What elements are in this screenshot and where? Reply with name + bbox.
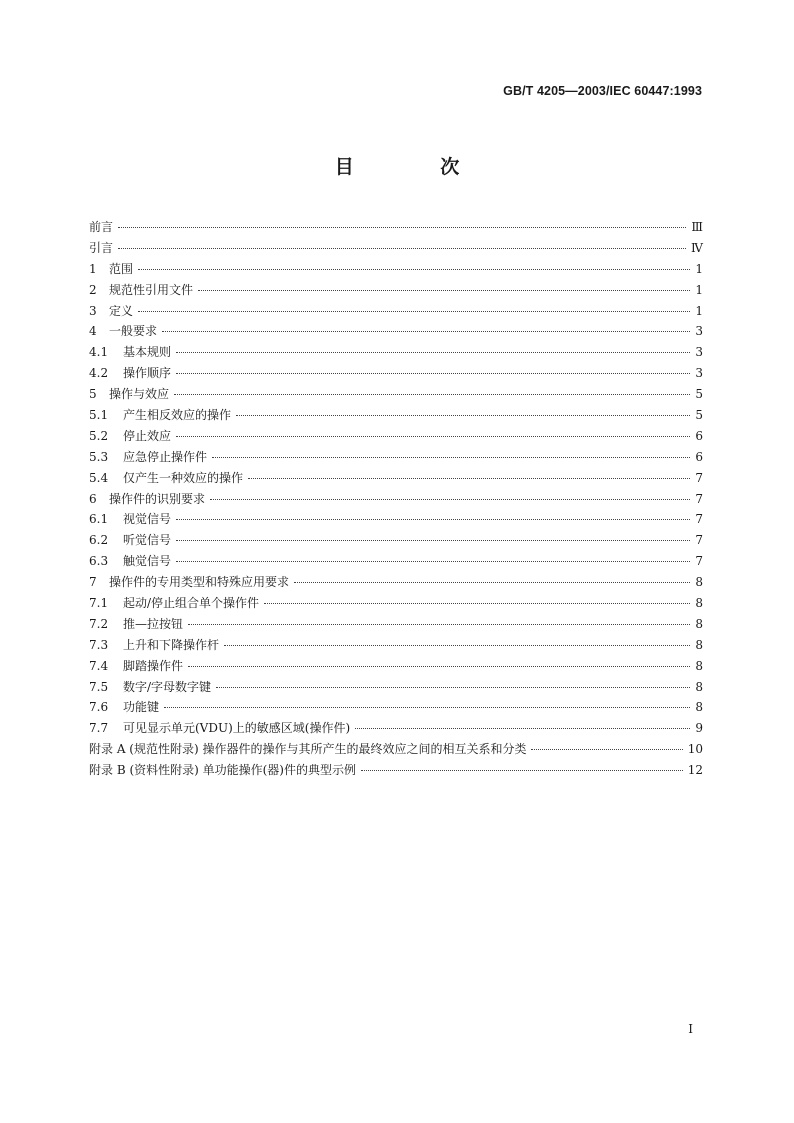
toc-entry-number: 7.2 xyxy=(89,616,109,631)
toc-entry-page: 3 xyxy=(695,345,703,360)
toc-entry-label xyxy=(89,531,171,548)
toc-entry[interactable] xyxy=(89,573,703,594)
toc-entry-label xyxy=(89,469,243,486)
toc-entry-title: 数字/字母数字键 xyxy=(123,679,212,694)
toc-entry-number: 5.1 xyxy=(89,408,109,423)
toc-entry[interactable] xyxy=(89,239,703,260)
toc-entry-number: 3 xyxy=(89,303,97,318)
toc-entry-number: 5.2 xyxy=(89,428,109,443)
toc-leader-dots xyxy=(118,227,686,228)
toc-leader-dots xyxy=(212,457,690,458)
toc-entry[interactable] xyxy=(89,636,703,657)
toc-entry-page: 1 xyxy=(695,303,703,318)
toc-entry[interactable] xyxy=(89,615,703,636)
page-title: 目 次 xyxy=(334,156,500,178)
toc-entry-title: 停止效应 xyxy=(123,428,172,443)
toc-entry-number: 4.2 xyxy=(89,366,109,381)
toc-entry-page: 6 xyxy=(695,428,703,443)
toc-leader-dots xyxy=(531,749,682,750)
toc-entry-label xyxy=(89,239,113,256)
toc-entry[interactable] xyxy=(89,657,703,678)
toc-leader-dots xyxy=(361,770,683,771)
toc-entry-label xyxy=(89,636,219,653)
toc-entry-title: 操作顺序 xyxy=(123,366,172,381)
toc-leader-dots xyxy=(294,582,690,583)
toc-entry-title: 推—拉按钮 xyxy=(123,616,184,631)
toc-leader-dots xyxy=(162,331,690,332)
toc-entry-title: 产生相反效应的操作 xyxy=(123,408,232,423)
toc-entry-label xyxy=(89,406,231,423)
toc-entry-label xyxy=(89,552,171,569)
toc-entry-number: 5 xyxy=(89,387,97,402)
toc-entry-label xyxy=(89,740,526,757)
toc-entry-page: Ⅳ xyxy=(691,240,703,255)
toc-entry[interactable] xyxy=(89,531,703,552)
toc-entry-page: 3 xyxy=(695,366,703,381)
toc-entry-label xyxy=(89,364,171,381)
toc-entry-page: 6 xyxy=(695,449,703,464)
toc-entry-page: 7 xyxy=(695,470,703,485)
toc-entry[interactable] xyxy=(89,510,703,531)
toc-entry-label xyxy=(89,302,133,319)
toc-entry[interactable] xyxy=(89,740,703,761)
toc-leader-dots xyxy=(176,561,690,562)
toc-entry-label xyxy=(89,281,193,298)
toc-leader-dots xyxy=(355,728,690,729)
toc-entry-page: 8 xyxy=(695,575,703,590)
toc-entry[interactable] xyxy=(89,218,703,239)
toc-entry-title: 定义 xyxy=(109,303,134,318)
toc-entry[interactable] xyxy=(89,594,703,615)
toc-entry-title: 基本规则 xyxy=(123,345,172,360)
table-of-contents xyxy=(89,218,703,782)
toc-leader-dots xyxy=(164,707,690,708)
toc-entry-number: 7.3 xyxy=(89,637,109,652)
toc-leader-dots xyxy=(176,436,690,437)
toc-entry-label xyxy=(89,448,207,465)
toc-entry[interactable] xyxy=(89,427,703,448)
toc-leader-dots xyxy=(176,373,690,374)
toc-entry-number: 6.3 xyxy=(89,554,109,569)
standard-code: GB/T 4205—2003/IEC 60447:1993 xyxy=(503,84,702,98)
toc-entry-label xyxy=(89,573,289,590)
toc-entry-title: 操作件的专用类型和特殊应用要求 xyxy=(109,575,290,590)
toc-entry-title: 引言 xyxy=(89,240,114,255)
toc-entry-label xyxy=(89,761,356,778)
toc-entry-number: 5.3 xyxy=(89,449,109,464)
toc-entry-title: 附录 A (规范性附录) 操作器件的操作与其所产生的最终效应之间的相互关系和分类 xyxy=(89,742,527,757)
toc-entry-label xyxy=(89,657,183,674)
toc-entry-page: 8 xyxy=(695,616,703,631)
toc-leader-dots xyxy=(224,645,690,646)
toc-entry[interactable] xyxy=(89,260,703,281)
toc-entry-page: 7 xyxy=(695,512,703,527)
toc-entry-title: 附录 B (资料性附录) 单功能操作(器)件的典型示例 xyxy=(89,763,356,778)
toc-leader-dots xyxy=(264,603,690,604)
toc-entry-title: 起动/停止组合单个操作件 xyxy=(123,596,260,611)
toc-entry-page: 12 xyxy=(687,763,703,778)
toc-entry-title: 视觉信号 xyxy=(123,512,172,527)
toc-entry[interactable] xyxy=(89,719,703,740)
toc-entry-label xyxy=(89,427,171,444)
toc-entry-label xyxy=(89,594,259,611)
toc-entry-number: 5.4 xyxy=(89,470,109,485)
toc-entry-label xyxy=(89,490,205,507)
toc-entry-title: 仅产生一种效应的操作 xyxy=(123,470,244,485)
toc-entry[interactable] xyxy=(89,385,703,406)
toc-entry[interactable] xyxy=(89,406,703,427)
toc-entry-label xyxy=(89,343,171,360)
toc-entry-number: 7.6 xyxy=(89,700,109,715)
toc-leader-dots xyxy=(216,687,690,688)
toc-entry-number: 7.7 xyxy=(89,721,109,736)
toc-entry-page: 1 xyxy=(695,282,703,297)
toc-leader-dots xyxy=(248,478,690,479)
toc-leader-dots xyxy=(138,269,690,270)
toc-entry[interactable] xyxy=(89,448,703,469)
toc-entry-number: 6.2 xyxy=(89,533,109,548)
toc-entry-number: 1 xyxy=(89,261,97,276)
toc-entry-page: 7 xyxy=(695,491,703,506)
toc-entry-title: 操作件的识别要求 xyxy=(109,491,206,506)
toc-entry-label xyxy=(89,260,133,277)
toc-entry[interactable] xyxy=(89,322,703,343)
toc-entry-title: 可见显示单元(VDU)上的敏感区域(操作件) xyxy=(123,721,351,736)
toc-entry-page: Ⅲ xyxy=(691,220,703,234)
toc-leader-dots xyxy=(118,248,686,249)
toc-entry-title: 规范性引用文件 xyxy=(109,282,194,297)
toc-leader-dots xyxy=(174,394,690,395)
toc-leader-dots xyxy=(210,499,690,500)
toc-entry-page: 5 xyxy=(695,408,703,423)
toc-entry-title: 应急停止操作件 xyxy=(123,449,208,464)
toc-entry[interactable] xyxy=(89,469,703,490)
toc-leader-dots xyxy=(176,519,690,520)
toc-leader-dots xyxy=(176,352,690,353)
toc-entry-number: 6 xyxy=(89,491,97,506)
toc-entry[interactable] xyxy=(89,343,703,364)
toc-entry-label xyxy=(89,678,211,695)
toc-entry-number: 7.4 xyxy=(89,658,109,673)
toc-entry-number: 7 xyxy=(89,575,97,590)
page-number: I xyxy=(688,1022,693,1036)
toc-entry-page: 9 xyxy=(695,721,703,736)
toc-entry-number: 7.1 xyxy=(89,596,109,611)
toc-entry-title: 触觉信号 xyxy=(123,554,172,569)
toc-leader-dots xyxy=(236,415,690,416)
toc-entry-label xyxy=(89,698,159,715)
toc-entry-page: 8 xyxy=(695,637,703,652)
toc-leader-dots xyxy=(138,311,690,312)
toc-entry-label xyxy=(89,719,350,736)
toc-leader-dots xyxy=(198,290,690,291)
toc-entry-title: 脚踏操作件 xyxy=(123,658,184,673)
toc-entry[interactable] xyxy=(89,364,703,385)
toc-entry-page: 3 xyxy=(695,324,703,339)
toc-entry-title: 前言 xyxy=(89,220,114,234)
toc-entry-page: 7 xyxy=(695,533,703,548)
toc-entry-label xyxy=(89,322,157,339)
toc-entry[interactable] xyxy=(89,698,703,719)
toc-entry[interactable] xyxy=(89,761,703,782)
toc-entry[interactable] xyxy=(89,490,703,511)
toc-entry-title: 功能键 xyxy=(123,700,160,715)
toc-entry-number: 6.1 xyxy=(89,512,109,527)
toc-leader-dots xyxy=(188,624,690,625)
toc-entry-label xyxy=(89,385,169,402)
toc-entry-label xyxy=(89,510,171,527)
toc-entry-page: 8 xyxy=(695,679,703,694)
toc-entry-page: 8 xyxy=(695,658,703,673)
toc-entry-page: 1 xyxy=(695,261,703,276)
toc-entry-title: 听觉信号 xyxy=(123,533,172,548)
toc-entry-number: 7.5 xyxy=(89,679,109,694)
toc-entry-page: 10 xyxy=(687,742,703,757)
toc-entry-title: 范围 xyxy=(109,261,134,276)
toc-leader-dots xyxy=(176,540,690,541)
toc-entry-title: 上升和下降操作杆 xyxy=(123,637,220,652)
toc-entry-label xyxy=(89,218,113,235)
toc-entry[interactable] xyxy=(89,678,703,699)
toc-entry-page: 7 xyxy=(695,554,703,569)
toc-entry-number: 4.1 xyxy=(89,345,109,360)
toc-entry-page: 8 xyxy=(695,596,703,611)
toc-entry-number: 4 xyxy=(89,324,97,339)
toc-entry-page: 8 xyxy=(695,700,703,715)
toc-entry-label xyxy=(89,615,183,632)
toc-entry-number: 2 xyxy=(89,282,97,297)
toc-entry[interactable] xyxy=(89,552,703,573)
toc-entry-title: 操作与效应 xyxy=(109,387,170,402)
toc-entry[interactable] xyxy=(89,281,703,302)
toc-entry-page: 5 xyxy=(695,387,703,402)
toc-entry-title: 一般要求 xyxy=(109,324,158,339)
toc-entry[interactable] xyxy=(89,302,703,323)
toc-leader-dots xyxy=(188,666,690,667)
